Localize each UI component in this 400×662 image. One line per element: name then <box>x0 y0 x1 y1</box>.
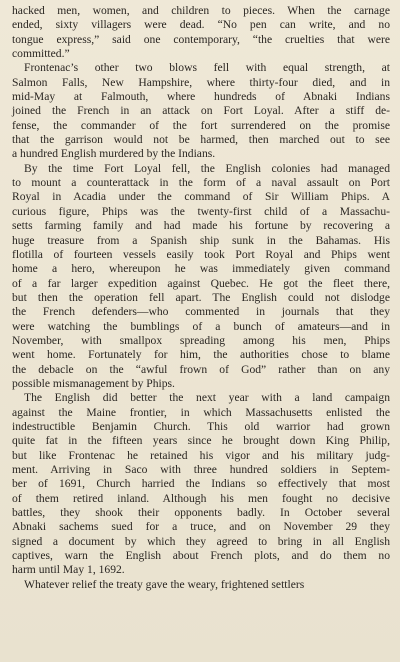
text-line: the French defenders—who commented in journals that they <box>12 305 390 319</box>
text-line: the debacle on the “awful frown of God” rather than on any <box>12 362 390 376</box>
text-line: but like Frontenac he retained his vigor and his military judg- <box>12 448 390 462</box>
text-line: November, with smallpox spreading among his men, Phips <box>12 333 390 347</box>
text-line: ber of 1691, Church harried the Indians so effectively that most <box>12 477 390 491</box>
text-line: By the time Fort Loyal fell, the English colonies had managed <box>24 161 390 175</box>
text-line: flotilla of fourteen vessels easily took Port Royal and Phips went <box>12 247 390 261</box>
text-line: curious figure, Phips was the twenty-first child of a Massachu- <box>12 204 390 218</box>
paragraph <box>12 578 390 592</box>
text-line: indestructible Benjamin Church. This old warrior had grown <box>12 419 390 433</box>
text-line: hacked men, women, and children to pieces. When the carnage <box>12 4 390 17</box>
body-text <box>12 4 390 592</box>
text-line: joined the French in an attack on Fort Loyal. After a stiff de- <box>12 104 390 118</box>
text-line: home a hero, whereupon he was immediately given command <box>12 262 390 276</box>
text-line: Royal in Acadia under the command of Sir William Phips. A <box>12 190 390 204</box>
text-line: that the garrison would not be harmed, then marched out to see <box>12 133 390 147</box>
text-line: tongue express,” said one contemporary, “the cruelties that were <box>12 32 390 46</box>
text-line: committed.” <box>12 47 70 61</box>
text-line: a hundred English murdered by the Indians. <box>12 147 216 161</box>
text-line: were watching the bumblings of a bunch of amateurs—and in <box>12 319 390 333</box>
text-line: harm until May 1, 1692. <box>12 563 125 577</box>
text-line: ended, sixty villagers were dead. “No pen can write, and no <box>12 18 390 32</box>
paragraph <box>12 162 390 392</box>
text-line: fense, the commander of the fort surrendered on the promise <box>12 118 390 132</box>
text-line: went home. Fortunately for him, the authorities chose to blame <box>12 348 390 362</box>
text-line: captives, warn the English about French plots, and do them no <box>12 549 390 563</box>
text-line: huge treasure from a Spanish ship sunk in the Bahamas. His <box>12 233 390 247</box>
text-line: against the Maine frontier, in which Massachusetts enlisted the <box>12 405 390 419</box>
text-line: but then the operation fell apart. The English could not dislodge <box>12 290 390 304</box>
text-line: The English did better the next year with a land campaign <box>24 391 390 405</box>
paragraph <box>12 391 390 577</box>
text-line: Frontenac’s other two blows fell with equal strength, at <box>24 61 390 75</box>
text-line: Whatever relief the treaty gave the weary, frightened settlers <box>24 577 305 591</box>
text-line: possible mismanagement by Phips. <box>12 376 175 390</box>
text-line: ment. Arriving in Saco with three hundred soldiers in Septem- <box>12 463 390 476</box>
text-line: of a far larger expedition against Quebec. He got the fleet there, <box>12 276 390 290</box>
text-line: Salmon Falls, New Hampshire, where thirty-four died, and in <box>12 75 390 89</box>
text-line: signed a document by which they agreed to bring in all English <box>12 534 390 548</box>
text-line: battles, they shook their opponents badly. In October several <box>12 506 390 520</box>
text-line: setts farming family and had made his fortune by recovering a <box>12 219 390 233</box>
text-line: Abnaki sachems sued for a truce, and on November 29 they <box>12 520 390 534</box>
text-line: to mount a counterattack in the form of a naval assault on Port <box>12 176 390 190</box>
text-line: of them retired inland. Although his men fought no decisive <box>12 491 390 505</box>
text-line: mid-May at Falmouth, where hundreds of Abnaki Indians <box>12 90 390 104</box>
paragraph <box>12 4 390 61</box>
text-line: quite fat in the fifteen years since he brought down King Philip, <box>12 434 390 448</box>
paragraph <box>12 61 390 161</box>
